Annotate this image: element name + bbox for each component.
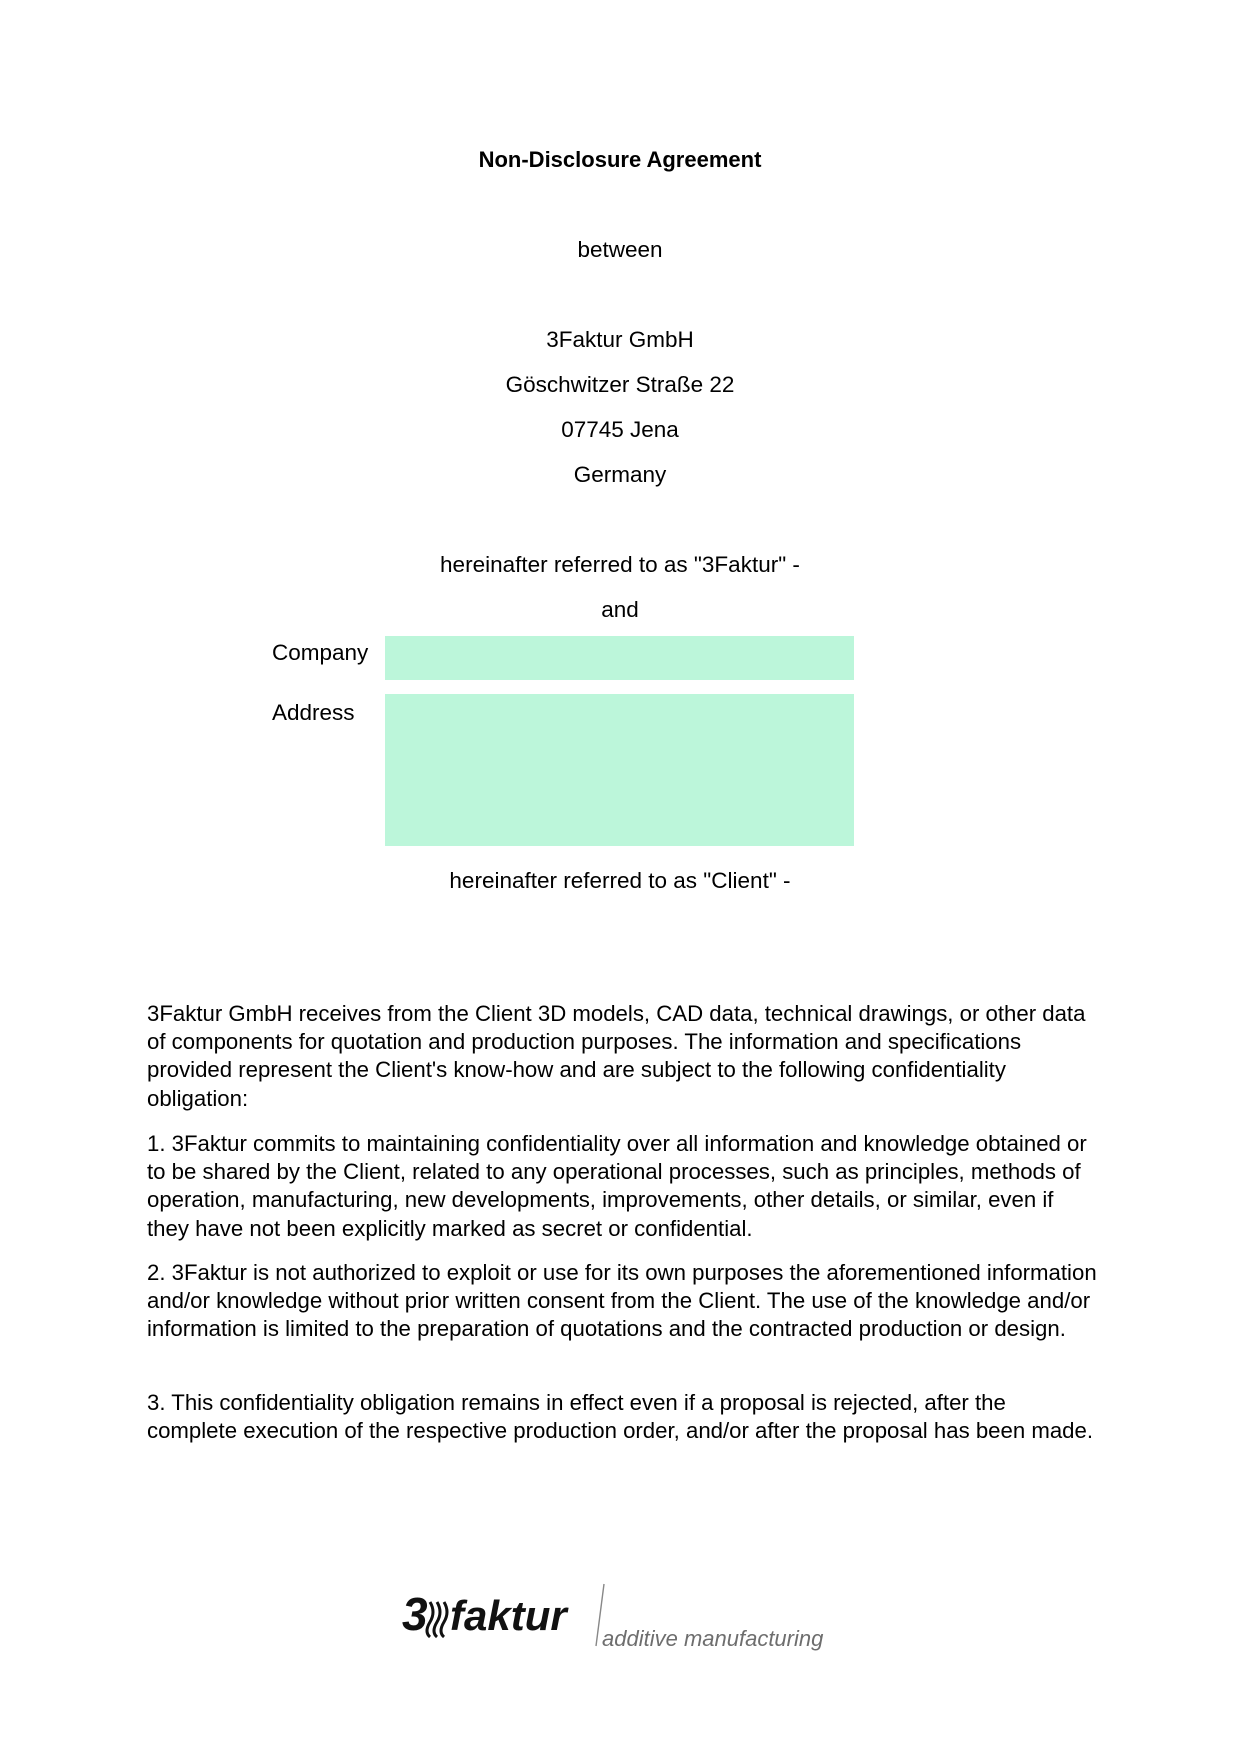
between-text: between <box>577 237 663 262</box>
company-label: Company <box>272 640 369 665</box>
logo-tagline: additive manufacturing <box>602 1626 824 1651</box>
intro-paragraph: 3Faktur GmbH receives from the Client 3D models, CAD data, technical drawings, or other data of components for quotation and production purposes. The information and specifications provided represent the Client's know-how and are subject to the following confidentiality obligation: <box>147 1001 1086 1111</box>
party1-street: Göschwitzer Straße 22 <box>505 372 735 397</box>
client-referred: hereinafter referred to as "Client" - <box>449 868 791 893</box>
logo-three: 3 <box>402 1588 428 1640</box>
logo-wave-icon <box>427 1602 447 1637</box>
company-input[interactable] <box>385 636 854 680</box>
party1-name: 3Faktur GmbH <box>546 327 694 352</box>
party1-referred: hereinafter referred to as "3Faktur" - <box>440 552 800 577</box>
company-logo <box>400 1582 840 1662</box>
clause-1: 1. 3Faktur commits to maintaining confidentiality over all information and knowledge obtained or to be shared by the Client, related to any operational processes, such as principles, methods of operation, manufacturing, new developments, improvements, other details, or similar, even if they have not been explicitly marked as secret or confidential. <box>147 1131 1087 1241</box>
document-title: Non-Disclosure Agreement <box>478 147 762 172</box>
party1-country: Germany <box>573 462 667 487</box>
address-label: Address <box>272 700 355 725</box>
clause-2: 2. 3Faktur is not authorized to exploit or use for its own purposes the aforementioned information and/or knowledge without prior written consent from the Client. The use of the knowledge and/or information is limited to the preparation of quotations and the contracted production or design. <box>147 1260 1097 1342</box>
clause-3: 3. This confidentiality obligation remains in effect even if a proposal is rejected, after the complete execution of the respective production order, and/or after the proposal has been made. <box>147 1390 1094 1444</box>
address-input[interactable] <box>385 694 854 846</box>
party1-city: 07745 Jena <box>561 417 679 442</box>
logo-wordmark: faktur <box>450 1592 567 1639</box>
and-text: and <box>601 597 639 622</box>
